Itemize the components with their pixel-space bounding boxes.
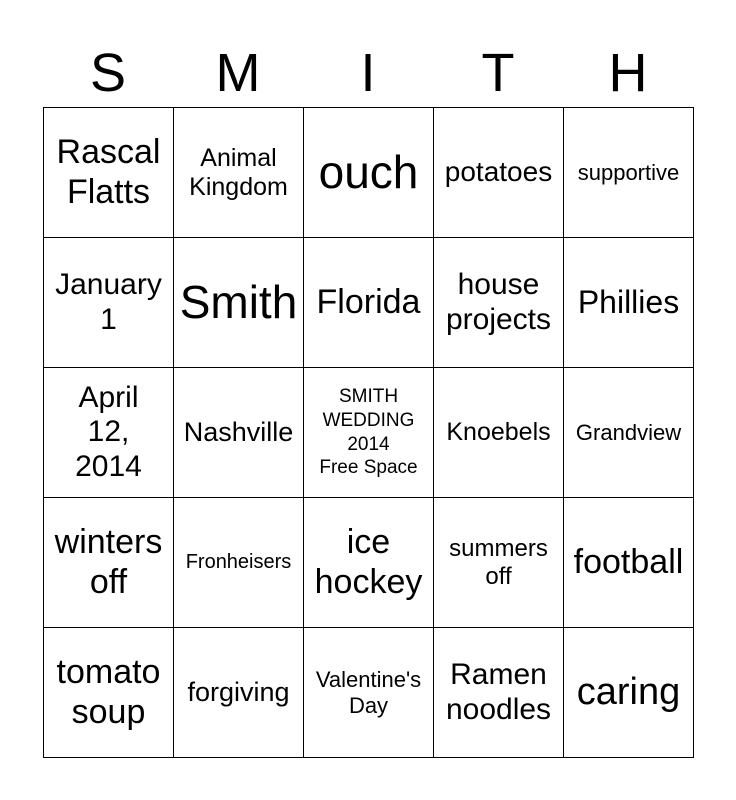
cell-text: Fronheisers xyxy=(185,551,292,573)
bingo-cell[interactable] xyxy=(44,108,174,238)
cell-text: April 12, 2014 xyxy=(75,380,142,483)
cell-text: January 1 xyxy=(55,268,162,336)
cell-text: Phillies xyxy=(577,284,680,321)
cell-text: ouch xyxy=(318,146,419,199)
cell-text: Valentine's Day xyxy=(315,667,422,718)
bingo-cell[interactable] xyxy=(304,628,434,758)
cell-text: Nashville xyxy=(183,417,294,448)
bingo-cell[interactable] xyxy=(174,628,304,758)
bingo-cell[interactable] xyxy=(564,498,694,628)
cell-text: ice hockey xyxy=(314,523,423,601)
bingo-cell[interactable] xyxy=(304,238,434,368)
cell-text: Knoebels xyxy=(446,418,551,447)
cell-text: Ramen noodles xyxy=(445,658,552,726)
bingo-cell[interactable] xyxy=(174,498,304,628)
bingo-cell[interactable] xyxy=(564,238,694,368)
cell-text: summers off xyxy=(449,534,548,590)
cell-text: Rascal Flatts xyxy=(56,133,161,211)
free-space-cell[interactable] xyxy=(304,368,434,498)
bingo-cell[interactable] xyxy=(44,628,174,758)
cell-text: Florida xyxy=(316,282,421,321)
bingo-board xyxy=(43,107,694,758)
cell-text: supportive xyxy=(577,159,680,185)
bingo-cell[interactable] xyxy=(564,368,694,498)
bingo-cell[interactable] xyxy=(434,498,564,628)
cell-text: football xyxy=(573,542,684,581)
cell-text: forgiving xyxy=(187,677,290,708)
bingo-cell[interactable] xyxy=(434,628,564,758)
cell-text: Grandview xyxy=(575,419,682,445)
cell-text: Animal Kingdom xyxy=(189,143,288,201)
bingo-cell[interactable] xyxy=(304,108,434,238)
bingo-header xyxy=(43,40,693,106)
bingo-cell[interactable] xyxy=(304,498,434,628)
header-letter-i: I xyxy=(360,43,376,103)
header-letter-s: S xyxy=(89,43,127,103)
cell-text: Smith xyxy=(179,276,298,329)
bingo-cell[interactable] xyxy=(44,368,174,498)
free-space-text: SMITH WEDDING 2014 Free Space xyxy=(319,386,418,479)
bingo-cell[interactable] xyxy=(434,238,564,368)
cell-text: tomato soup xyxy=(56,653,161,731)
cell-text: potatoes xyxy=(444,156,553,188)
bingo-cell[interactable] xyxy=(44,238,174,368)
cell-text: caring xyxy=(576,670,681,713)
header-letter-h: H xyxy=(608,43,648,103)
bingo-cell[interactable] xyxy=(44,498,174,628)
bingo-cell[interactable] xyxy=(174,368,304,498)
bingo-cell[interactable] xyxy=(434,108,564,238)
bingo-cell[interactable] xyxy=(174,238,304,368)
header-letter-m: M xyxy=(215,43,261,103)
bingo-cell[interactable] xyxy=(564,108,694,238)
header-letter-t: T xyxy=(481,43,515,103)
cell-text: winters off xyxy=(54,523,163,601)
cell-text: house projects xyxy=(445,268,552,336)
bingo-cell[interactable] xyxy=(564,628,694,758)
bingo-cell[interactable] xyxy=(434,368,564,498)
bingo-cell[interactable] xyxy=(174,108,304,238)
